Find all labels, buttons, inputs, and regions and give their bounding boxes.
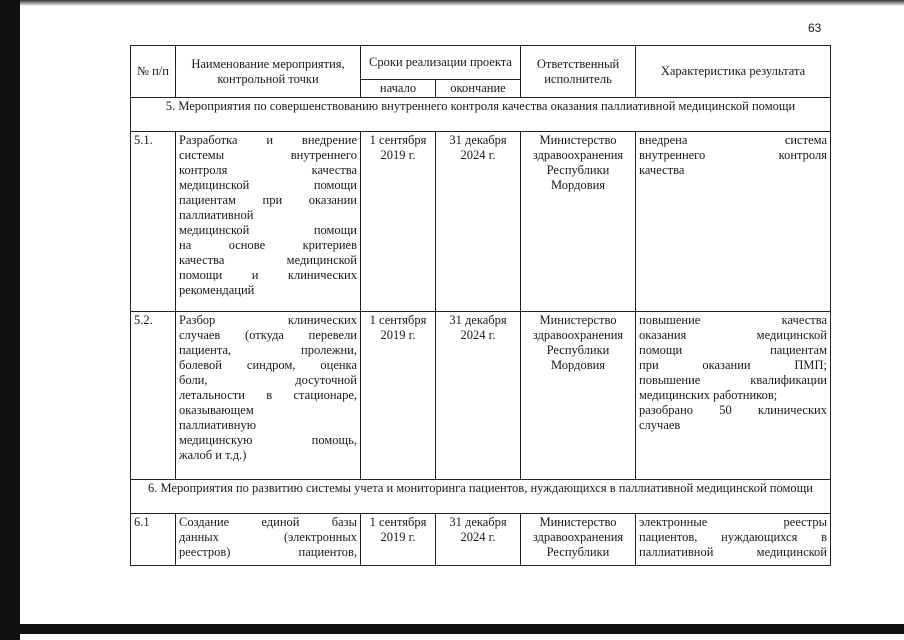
row-5-1-name-line: контроля качества [179, 163, 357, 177]
header-name: Наименование мероприятия, контрольной точки [176, 46, 361, 98]
row-5-1-num: 5.1. [131, 132, 176, 312]
row-5-2-name-line: случаев (откуда перевели [179, 328, 357, 342]
scan-edge-top [0, 0, 904, 6]
row-5-1-result [636, 132, 831, 312]
row-5-2-result-line: повышение качества [639, 313, 827, 327]
row-5-2-name-line: болевой синдром, оценка [179, 358, 357, 372]
row-6-1-result [636, 514, 831, 566]
row-5-2-name-line: пациента, пролежни, [179, 343, 357, 357]
row-5-1-result-line: внедрена система [639, 133, 827, 147]
row-5-2-result [636, 312, 831, 480]
measures-table [130, 45, 831, 566]
row-5-2-name-line: жалоб и т.д.) [179, 448, 247, 462]
row-5-2-name [176, 312, 361, 480]
row-5-2-result-line: медицинских работников; [639, 388, 778, 402]
row-6-1-name-line: реестров) пациентов, [179, 545, 357, 559]
row-5-2-name-line: боли, досуточной [179, 373, 357, 387]
row-5-1-result-line: качества [639, 163, 685, 177]
row-5-2-num: 5.2. [131, 312, 176, 480]
row-5-2-name-line: паллиативную [179, 418, 257, 432]
row-5-1-name-line: качества медицинской [179, 253, 357, 267]
row-5-1-result-line: внутреннего контроля [639, 148, 827, 162]
row-5-2-result-line: помощи пациентам [639, 343, 827, 357]
scan-edge-bottom [20, 624, 904, 634]
row-5-2-result-line: случаев [639, 418, 681, 432]
scan-edge-left [0, 0, 20, 640]
section-5-row [131, 98, 831, 132]
row-5-2-name-line: медицинскую помощь, [179, 433, 357, 447]
row-6-1-name-line: данных (электронных [179, 530, 357, 544]
row-5-2-name-line: летальности в стационаре, [179, 388, 357, 402]
section-5-title: 5. Мероприятия по совершенствованию внутреннего контроля качества оказания паллиативной медицинской помощи [131, 98, 831, 132]
row-5-1-name-line: паллиативной [179, 208, 254, 222]
header-start: начало [361, 80, 436, 98]
row-5-2-start: 1 сентября 2019 г. [361, 312, 436, 480]
row-6-1-responsible: Министерство здравоохранения Республики [521, 514, 636, 566]
row-6-1-name [176, 514, 361, 566]
row-5-2-end: 31 декабря 2024 г. [436, 312, 521, 480]
header-result: Характеристика результата [636, 46, 831, 98]
section-6-title: 6. Мероприятия по развитию системы учета и мониторинга пациентов, нуждающихся в паллиативной медицинской помощи [131, 480, 831, 514]
section-6-row [131, 480, 831, 514]
row-5-1-end: 31 декабря 2024 г. [436, 132, 521, 312]
header-end: окончание [436, 80, 521, 98]
row-6-1-result-line: электронные реестры [639, 515, 827, 529]
row-5-1-responsible: Министерство здравоохранения Республики Мордовия [521, 132, 636, 312]
row-6-1-name-line: Создание единой базы [179, 515, 357, 529]
row-5-1-name-line: пациентам при оказании [179, 193, 357, 207]
header-period: Сроки реализации проекта [361, 46, 521, 80]
table-row [131, 514, 831, 566]
header-row [131, 46, 831, 80]
row-5-1-name-line: системы внутреннего [179, 148, 357, 162]
row-5-1-name-line: Разработка и внедрение [179, 133, 357, 147]
row-6-1-result-line: паллиативной медицинской [639, 545, 827, 559]
row-5-1-name-line: на основе критериев [179, 238, 357, 252]
row-5-2-result-line: при оказании ПМП; [639, 358, 827, 372]
page-number: 63 [808, 21, 822, 35]
header-num: № п/п [131, 46, 176, 98]
row-5-1-name-line: помощи и клинических [179, 268, 357, 282]
row-5-1-name-line: медицинской помощи [179, 223, 357, 237]
row-6-1-start: 1 сентября 2019 г. [361, 514, 436, 566]
row-5-2-name-line: Разбор клинических [179, 313, 357, 327]
table-row [131, 132, 831, 312]
row-5-1-start: 1 сентября 2019 г. [361, 132, 436, 312]
row-6-1-result-line: пациентов, нуждающихся в [639, 530, 827, 544]
row-5-2-result-line: повышение квалификации [639, 373, 827, 387]
row-5-1-name [176, 132, 361, 312]
header-responsible: Ответственный исполнитель [521, 46, 636, 98]
row-5-2-result-line: оказания медицинской [639, 328, 827, 342]
row-5-2-result-line: разобрано 50 клинических [639, 403, 827, 417]
table-row [131, 312, 831, 480]
row-5-2-responsible: Министерство здравоохранения Республики Мордовия [521, 312, 636, 480]
row-5-1-name-line: рекомендаций [179, 283, 255, 297]
row-5-1-name-line: медицинской помощи [179, 178, 357, 192]
row-6-1-end: 31 декабря 2024 г. [436, 514, 521, 566]
row-6-1-num: 6.1 [131, 514, 176, 566]
row-5-2-name-line: оказывающем [179, 403, 254, 417]
